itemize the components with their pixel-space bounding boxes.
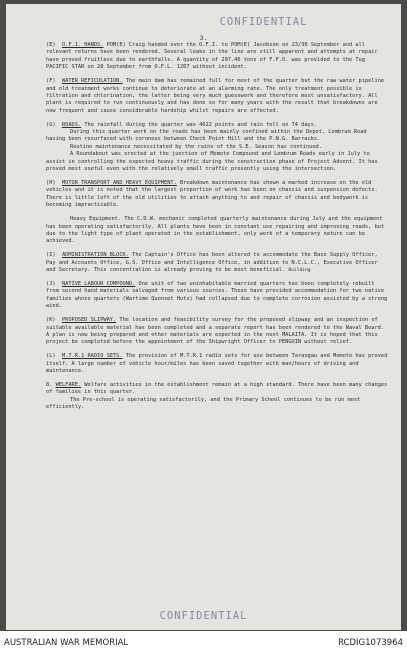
archive-name: AUSTRALIAN WAR MEMORIAL — [4, 638, 129, 648]
section-text: One unit of two uninhabitable married quarters has been completely rebuilt from second hand materials salvaged from various sources. These have provided accommodation for two native families whose quarters (Wartime Quonset Huts) had collapsed due to complete corrosion assisted by a strong wind. — [46, 280, 388, 310]
section-text: Welfare activities in the establishment remain at a high standard. There have been many changes of families in this quarter. — [46, 381, 388, 396]
section-h — [46, 180, 388, 210]
section-text: A Roundabout was erected at the junction of Momote Compound and Lombrum Roads early in July to assist in controlling the expected heavy traffic during the construction phase of Project Advent. It has proved most useful even with the relatively small traffic presently using the intersection. — [46, 151, 378, 173]
section-text: The Pre-school is operating satisfactorily, and the Primary School continues to be run most efficiently. — [46, 396, 361, 411]
section-heading: ADMINISTRATION BLOCK. — [61, 252, 129, 259]
section-label: 8. — [46, 381, 53, 388]
section-label: (F) — [46, 78, 56, 85]
section-text: The location and feasibility survey for the proposed slipway and an inspection of suitable available material has been completed and a separate report has been rendered to the Naval Board. A plan is now being prepared and other materials are expected in the next MALAITA. It is hoped that this project be completed before the appointment of the Shipwright Officer to PENGUIN without relief. — [46, 317, 385, 346]
record-id: RCDIG1073964 — [338, 638, 403, 648]
section-heading: O.F.I. HANDS. — [61, 42, 104, 48]
handwritten-insertion: Building — [288, 268, 311, 274]
section-text: The Captain's Office has been altered to accommodate the Base Supply Officer, Pay and Accounts Office, G.S. Office and Intelligence Office, in addition to N.C.L.C., Executive Officer and Secretary. This concentration is already proving to be most beneficial. — [46, 252, 378, 274]
section-label: (I) — [46, 252, 56, 259]
section-heading: ROADS. — [61, 121, 82, 128]
section-text: POM(E) Craig handed over the O.F.I. to POM(E) Jacobson on 23/30 September and all relevant returns have been rendered. Several leaks in the line are still apparent and attempts at repair have proved fruitless due to earthfalls. A quantity of 297.46 tons of F.F.O. was provided to the Tug PACIFIC STAR on 28 September from O.F.L. 1207 without incident. — [46, 42, 378, 71]
section-text: The rainfall during the quarter was 4622 points and rain fell on 74 days. — [84, 121, 318, 128]
section-l — [46, 353, 388, 375]
section-label: (J) — [46, 280, 56, 287]
document-body — [46, 42, 388, 418]
section-heading: WATER REFICULATION. — [61, 78, 123, 85]
section-heading: NATIVE LABOUR COMPOUND. — [61, 280, 136, 287]
section-heading: M.T.R.1 RADIO SETS. — [61, 353, 123, 360]
section-label: (H) — [46, 180, 56, 186]
page-number: 3. — [199, 34, 208, 42]
section-g — [46, 122, 388, 174]
confidential-stamp-bottom: CONFIDENTIAL — [159, 610, 248, 622]
section-text: The main dam has remained full for most of the quarter but the raw water pipeline and old treatment works continue to deteriorate at an alarming rate. The only treatment possible is filtration and chlorination, the latter being very much guesswork and therefore most unsatisfactory. All plant is required to run continuously and has done so for many years with the result that breakdowns are now frequent and cause considerable hardship whilst repairs are effected. — [46, 78, 385, 114]
section-label: (K) — [46, 317, 56, 324]
section-label: (E) — [46, 42, 56, 48]
section-welfare — [46, 382, 388, 412]
section-heading: MOTOR TRANSPORT AND HEAVY EQUIPMENT. — [61, 180, 177, 186]
section-label: (G) — [46, 121, 56, 128]
section-e — [46, 42, 388, 72]
section-text: During this quarter work on the roads has been mainly confined within the Depot, Lombrum Road having been resurfaced with coronous between Check Point Hill and the P.N.G. Barracks. — [46, 129, 367, 143]
section-text: Routine maintenance necessitated by the rains of the S.E. Season has continued. — [70, 143, 322, 150]
section-heading: PROPOSED SLIPWAY. — [61, 317, 117, 324]
archive-footer — [0, 631, 407, 653]
section-h-heavy-equipment — [46, 216, 388, 246]
section-i — [46, 252, 388, 274]
section-label: (L) — [46, 353, 56, 360]
section-f — [46, 78, 388, 115]
section-text: Breakdown maintenance has shown a marked increase on the old vehicles and it is noted that the largest proportion of work has been on chassis and suspension defects. There is little left of the old utilities to attach anything to and repair of chassis and bodywork is becoming impracticable. — [46, 180, 378, 209]
section-j — [46, 281, 388, 311]
section-k — [46, 317, 388, 347]
confidential-stamp-top: CONFIDENTIAL — [219, 16, 308, 28]
section-heading: WELFARE. — [55, 381, 82, 388]
section-text: The provision of M.T.R.1 radio sets for use between Tarangau and Momote has proved itself. A large number of vehicle hour/miles has been saved together with man/hours of driving and maintenance. — [46, 353, 388, 375]
section-text: Heavy Equipment. The C.D.W. mechanic completed quarterly maintenance during July and the equipment has been operating satisfactorily. All plants have been in constant use repairing and improving roads, but due to the light type of plant operated in the establishment, only work of a temporary nature can be achieved. — [46, 216, 385, 245]
document-page — [6, 4, 401, 630]
